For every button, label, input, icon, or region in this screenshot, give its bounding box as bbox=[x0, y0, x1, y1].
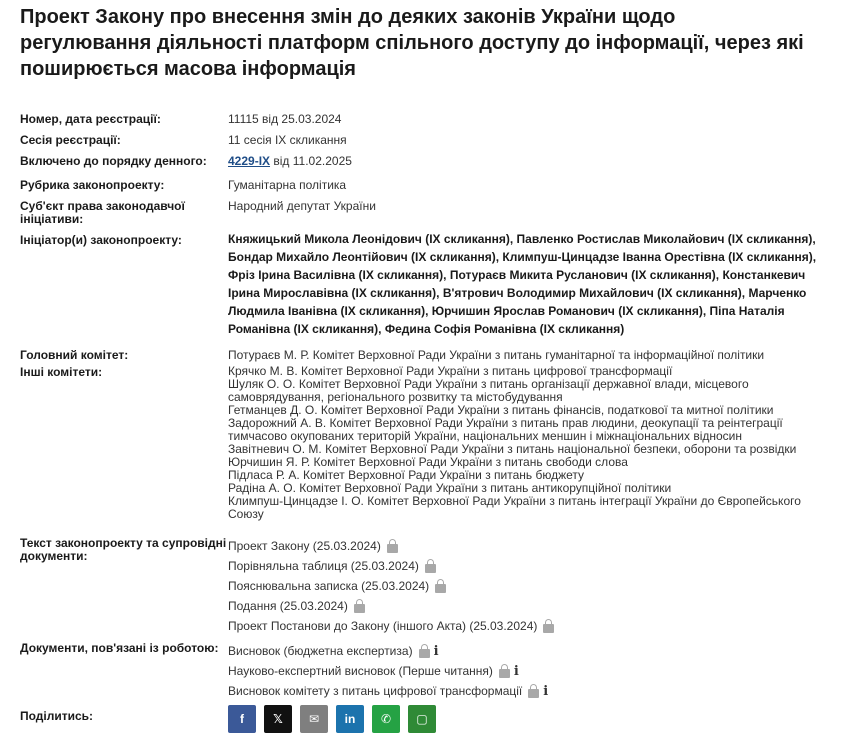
label-related-docs: Документи, пов'язані із роботою: bbox=[20, 641, 219, 655]
label-main-committee: Головний комітет: bbox=[20, 348, 129, 362]
related-doc-link[interactable]: Науково-експертний висновок (Перше читання) bbox=[228, 664, 493, 678]
x-icon: 𝕏 bbox=[273, 711, 283, 726]
share-bar bbox=[228, 709, 828, 733]
lock-icon bbox=[387, 544, 398, 553]
related-doc-item bbox=[228, 661, 828, 681]
document-link[interactable]: Пояснювальна записка (25.03.2024) bbox=[228, 579, 430, 593]
committee-item: Завітневич О. М. Комітет Верховної Ради України з питань національної безпеки, оборони та розвідки bbox=[228, 442, 797, 456]
value-main-committee: Потураєв М. Р. Комітет Верховної Ради України з питань гуманітарної та інформаційної політики bbox=[228, 348, 765, 362]
committee-item: Підласа Р. А. Комітет Верховної Ради України з питань бюджету bbox=[228, 468, 585, 482]
linkedin-icon: in bbox=[344, 711, 356, 726]
document-item bbox=[228, 616, 828, 636]
row-other-committees bbox=[20, 365, 830, 536]
lock-icon bbox=[528, 689, 539, 698]
related-doc-link[interactable]: Висновок комітету з питань цифрової трансформації bbox=[228, 684, 523, 698]
document-item bbox=[228, 596, 828, 616]
linkedin-share-button[interactable] bbox=[336, 705, 364, 733]
related-docs-list bbox=[228, 641, 828, 709]
lock-icon bbox=[354, 604, 365, 613]
label-rubric: Рубрика законопроекту: bbox=[20, 178, 165, 192]
related-doc-link[interactable]: Висновок (бюджетна експертиза) bbox=[228, 644, 413, 658]
document-item bbox=[228, 576, 828, 596]
label-session: Сесія реєстрації: bbox=[20, 133, 121, 147]
info-icon[interactable]: i bbox=[433, 643, 439, 659]
committee-item: Крячко М. В. Комітет Верховної Ради України з питань цифрової трансформації bbox=[228, 364, 673, 378]
label-share: Поділитись: bbox=[20, 709, 94, 723]
label-other-committees: Інші комітети: bbox=[20, 365, 103, 379]
email-share-button[interactable] bbox=[300, 705, 328, 733]
document-item bbox=[228, 536, 828, 556]
document-link[interactable]: Подання (25.03.2024) bbox=[228, 599, 348, 613]
row-share bbox=[20, 709, 830, 733]
bill-details bbox=[20, 112, 830, 733]
row-related-docs bbox=[20, 641, 830, 709]
lock-icon bbox=[499, 669, 510, 678]
other-committees-list bbox=[228, 365, 828, 536]
agenda-date: від 11.02.2025 bbox=[270, 154, 352, 168]
info-icon[interactable]: i bbox=[513, 663, 519, 679]
whatsapp-icon: ✆ bbox=[380, 711, 392, 726]
related-doc-item bbox=[228, 681, 828, 701]
document-link[interactable]: Порівняльна таблиця (25.03.2024) bbox=[228, 559, 419, 573]
lock-icon bbox=[543, 624, 554, 633]
facebook-icon: f bbox=[240, 711, 244, 726]
committee-item: Юрчишин Я. Р. Комітет Верховної Ради України з питань свободи слова bbox=[228, 455, 628, 469]
x-share-button[interactable] bbox=[264, 705, 292, 733]
label-agenda: Включено до порядку денного: bbox=[20, 154, 207, 168]
related-doc-item bbox=[228, 641, 828, 661]
committee-item: Радіна А. О. Комітет Верховної Ради України з питань антикорупційної політики bbox=[228, 481, 672, 495]
document-link[interactable]: Проект Закону (25.03.2024) bbox=[228, 539, 381, 553]
value-session: 11 сесія IX скликання bbox=[228, 133, 347, 147]
whatsapp-share-button[interactable] bbox=[372, 705, 400, 733]
label-subject: Суб'єкт права законодавчої ініціативи: bbox=[20, 199, 185, 226]
lock-icon bbox=[425, 564, 436, 573]
row-main-committee bbox=[20, 348, 830, 365]
info-icon[interactable]: i bbox=[543, 683, 549, 699]
row-texts bbox=[20, 536, 830, 641]
document-link[interactable]: Проект Постанови до Закону (іншого Акта) (25.03.2024) bbox=[228, 619, 538, 633]
row-session bbox=[20, 133, 830, 154]
label-number: Номер, дата реєстрації: bbox=[20, 112, 161, 126]
value-subject: Народний депутат України bbox=[228, 199, 376, 213]
row-rubric bbox=[20, 178, 830, 199]
label-texts: Текст законопроекту та супровідні документи: bbox=[20, 536, 227, 563]
row-initiators bbox=[20, 233, 830, 348]
row-subject bbox=[20, 199, 830, 233]
committee-item: Задорожний А. В. Комітет Верховної Ради України з питань прав людини, деокупації та реінтеграції тимчасово окупованих територій України, національних меншин і міжнаціональних відносин bbox=[228, 416, 783, 443]
sms-share-button[interactable] bbox=[408, 705, 436, 733]
row-agenda bbox=[20, 154, 830, 178]
label-initiators: Ініціатор(и) законопроекту: bbox=[20, 233, 182, 247]
row-number bbox=[20, 112, 830, 133]
value-number: 11115 від 25.03.2024 bbox=[228, 112, 342, 126]
page-title: Проект Закону про внесення змін до деяких законів України щодо регулювання діяльності платформ спільного доступу до інформації, через які поширюється масова інформація bbox=[20, 6, 804, 80]
lock-icon bbox=[419, 649, 430, 658]
value-agenda bbox=[228, 154, 828, 178]
committee-item: Климпуш-Цинцадзе І. О. Комітет Верховної Ради України з питань інтеграції України до Європейського Союзу bbox=[228, 494, 801, 521]
chat-icon: ▢ bbox=[416, 711, 428, 726]
lock-icon bbox=[435, 584, 446, 593]
value-initiators: Княжицький Микола Леонідович (IX скликання), Павленко Ростислав Миколайович (IX скликання), Бондар Михайло Леонтійович (IX скликання), Климпуш-Цинцадзе Іванна Орестівна (IX скликання), Фріз Ірина Василівна (IX скликання), Потураєв Микита Русланович (IX скликання), Констанкевич Ірина Мирославівна (IX скликання), В'ятрович Володимир Михайлович (IX скликання), Марченко Людмила Іванівна (IX скликання), Юрчишин Ярослав Романович (IX скликання), Піпа Наталія Романівна (IX скликання), Федина Софія Романівна (IX скликання) bbox=[228, 232, 817, 336]
committee-item: Шуляк О. О. Комітет Верховної Ради України з питань організації державної влади, місцевого самоврядування, регіонального розвитку та містобудування bbox=[228, 377, 749, 404]
agenda-law-link[interactable]: 4229-IX bbox=[228, 154, 271, 168]
texts-list bbox=[228, 536, 828, 641]
facebook-share-button[interactable] bbox=[228, 705, 256, 733]
envelope-icon: ✉ bbox=[308, 711, 320, 726]
committee-item: Гетманцев Д. О. Комітет Верховної Ради України з питань фінансів, податкової та митної політики bbox=[228, 403, 774, 417]
document-item bbox=[228, 556, 828, 576]
value-rubric: Гуманітарна політика bbox=[228, 178, 347, 192]
